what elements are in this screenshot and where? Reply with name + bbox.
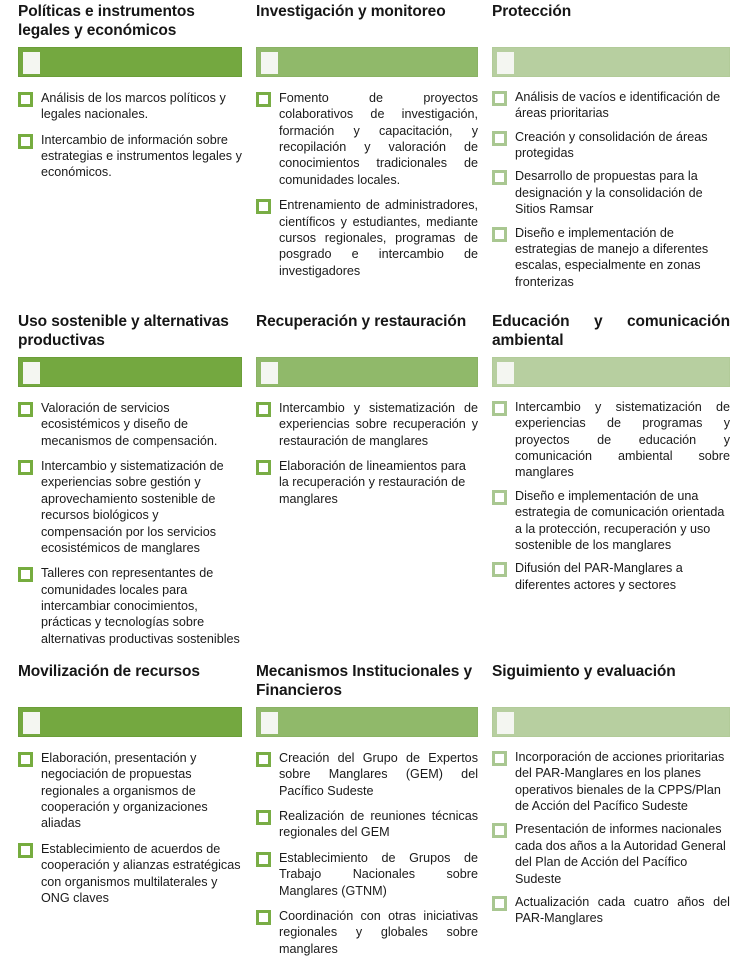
card-recuperacion-y-restauracion[interactable]	[250, 310, 488, 660]
checkbox-icon[interactable]	[492, 131, 507, 146]
list-item[interactable]	[256, 750, 478, 799]
list-item-label: Intercambio y sistematización de experiencias sobre gestión y aprovechamiento sostenible de recursos biológicos y compensación por los servicios ecosistémicos de manglares	[41, 459, 224, 555]
checkbox-icon[interactable]	[18, 752, 33, 767]
checkbox-icon[interactable]	[492, 823, 507, 838]
card-item-list	[256, 77, 478, 279]
list-item-label: Presentación de informes nacionales cada dos años a la Autoridad General del Plan de Acción del Pacífico Sudeste	[515, 822, 726, 886]
list-item[interactable]	[18, 400, 242, 449]
checkbox-icon[interactable]	[256, 910, 271, 925]
checkbox-icon[interactable]	[18, 134, 33, 149]
list-item[interactable]	[256, 908, 478, 957]
list-item[interactable]	[256, 458, 478, 507]
list-item[interactable]	[492, 894, 730, 927]
checkbox-icon[interactable]	[18, 843, 33, 858]
list-item-label: Establecimiento de acuerdos de cooperación y alianzas estratégicas con organismos multilaterales y ONG claves	[41, 841, 241, 905]
bar-chip-icon	[497, 362, 514, 384]
card-item-list	[492, 77, 730, 290]
list-item-label: Intercambio y sistematización de experiencias sobre recuperación y restauración de manglares	[279, 401, 478, 448]
card-title: Educación y comunicación ambiental	[492, 313, 730, 349]
board-row-2	[0, 310, 736, 660]
list-item[interactable]	[492, 821, 730, 886]
card-title: Uso sostenible y alternativas productivas	[18, 313, 229, 349]
checkbox-icon[interactable]	[492, 401, 507, 416]
checkbox-icon[interactable]	[256, 402, 271, 417]
checkbox-icon[interactable]	[492, 490, 507, 505]
card-header-bar	[256, 357, 478, 387]
list-item[interactable]	[492, 89, 730, 122]
list-item[interactable]	[18, 565, 242, 647]
card-header-bar	[492, 357, 730, 387]
list-item-label: Difusión del PAR-Manglares a diferentes actores y sectores	[515, 561, 683, 592]
card-header-bar	[492, 707, 730, 737]
list-item-label: Intercambio y sistematización de experiencias de programas y proyectos de educación y comunicación ambiental sobre manglares	[515, 400, 730, 480]
bar-chip-icon	[23, 362, 40, 384]
card-uso-sostenible[interactable]	[0, 310, 250, 660]
bar-chip-icon	[497, 52, 514, 74]
checkbox-icon[interactable]	[492, 751, 507, 766]
list-item-label: Incorporación de acciones prioritarias del PAR-Manglares en los planes operativos bienales de la CPPS/Plan de Acción del Pacífico Sudeste	[515, 750, 725, 814]
list-item-label: Talleres con representantes de comunidades locales para intercambiar conocimientos, prácticas y tecnologías sobre alternativas productivas sostenibles	[41, 566, 240, 646]
list-item[interactable]	[256, 850, 478, 899]
list-item-label: Valoración de servicios ecosistémicos y diseño de mecanismos de compensación.	[41, 401, 218, 448]
card-header-bar	[18, 707, 242, 737]
bar-chip-icon	[23, 52, 40, 74]
checkbox-icon[interactable]	[18, 402, 33, 417]
card-title: Políticas e instrumentos legales y económicos	[18, 3, 195, 39]
list-item[interactable]	[492, 399, 730, 481]
list-item-label: Fomento de proyectos colaborativos de investigación, formación y capacitación, y recopilación y valoración de conocimientos tradicionales de comunidades locales.	[279, 91, 478, 187]
checkbox-icon[interactable]	[492, 227, 507, 242]
card-title: Mecanismos Institucionales y Financieros	[256, 663, 472, 699]
card-header-bar	[18, 357, 242, 387]
card-header-bar	[256, 47, 478, 77]
list-item[interactable]	[18, 750, 242, 832]
checkbox-icon[interactable]	[256, 810, 271, 825]
card-header-bar	[492, 47, 730, 77]
card-header-bar	[256, 707, 478, 737]
checkbox-icon[interactable]	[256, 92, 271, 107]
list-item-label: Entrenamiento de administradores, científicos y estudiantes, mediante cursos regionales, programas de posgrado e intercambio de investigadores	[279, 198, 478, 278]
checkbox-icon[interactable]	[18, 92, 33, 107]
list-item-label: Establecimiento de Grupos de Trabajo Nacionales sobre Manglares (GTNM)	[279, 850, 478, 898]
checkbox-icon[interactable]	[256, 460, 271, 475]
card-item-list	[18, 77, 242, 181]
list-item[interactable]	[18, 841, 242, 906]
card-item-list	[18, 737, 242, 906]
board-row-1	[0, 0, 736, 310]
list-item[interactable]	[256, 197, 478, 279]
checkbox-icon[interactable]	[18, 567, 33, 582]
card-siguimiento-y-evaluacion[interactable]	[488, 660, 736, 964]
list-item-label: Creación del Grupo de Expertos sobre Manglares (GEM) del Pacífico Sudeste	[279, 751, 478, 798]
bar-chip-icon	[497, 712, 514, 734]
card-politicas-e-instrumentos[interactable]	[0, 0, 250, 310]
list-item[interactable]	[18, 458, 242, 556]
checkbox-icon[interactable]	[18, 460, 33, 475]
list-item-label: Análisis de vacíos e identificación de áreas prioritarias	[515, 90, 721, 121]
list-item[interactable]	[492, 129, 730, 162]
list-item-label: Creación y consolidación de áreas protegidas	[515, 129, 708, 161]
bar-chip-icon	[261, 362, 278, 384]
card-item-list	[256, 387, 478, 507]
list-item[interactable]	[492, 749, 730, 814]
checkbox-icon[interactable]	[492, 91, 507, 106]
card-title: Protección	[492, 3, 572, 20]
list-item-label: Diseño e implementación de una estrategia de comunicación orientada a la protección, recuperación y uso sostenible de los manglares	[515, 488, 725, 552]
list-item[interactable]	[492, 560, 730, 593]
bar-chip-icon	[261, 712, 278, 734]
card-header-bar	[18, 47, 242, 77]
bar-chip-icon	[23, 712, 40, 734]
card-movilizacion-de-recursos[interactable]	[0, 660, 250, 964]
card-title: Recuperación y restauración	[256, 313, 467, 330]
list-item[interactable]	[256, 808, 478, 841]
card-item-list	[492, 387, 730, 593]
card-mecanismos-institucionales-y-financieros[interactable]	[250, 660, 488, 964]
card-title: Siguimiento y evaluación	[492, 663, 676, 680]
card-title: Movilización de recursos	[18, 663, 200, 680]
list-item[interactable]	[18, 90, 242, 123]
list-item-label: Coordinación con otras iniciativas regionales y globales sobre manglares	[279, 908, 478, 956]
list-item[interactable]	[18, 132, 242, 181]
list-item[interactable]	[256, 400, 478, 449]
list-item[interactable]	[492, 488, 730, 553]
checkbox-icon[interactable]	[256, 852, 271, 867]
list-item[interactable]	[492, 225, 730, 290]
list-item-label: Realización de reuniones técnicas regionales del GEM	[279, 809, 478, 840]
list-item-label: Diseño e implementación de estrategias de manejo a diferentes escalas, especialmente en zonas fronterizas	[515, 225, 709, 289]
list-item-label: Intercambio de información sobre estrategias e instrumentos legales y económicos.	[41, 132, 242, 180]
checkbox-icon[interactable]	[492, 562, 507, 577]
list-item[interactable]	[256, 90, 478, 188]
checkbox-icon[interactable]	[492, 170, 507, 185]
card-item-list	[492, 737, 730, 927]
checkbox-icon[interactable]	[256, 752, 271, 767]
checkbox-icon[interactable]	[492, 896, 507, 911]
list-item-label: Actualización cada cuatro años del PAR-Manglares	[515, 894, 730, 926]
card-educacion-y-comunicacion-ambiental[interactable]	[488, 310, 736, 660]
card-item-list	[256, 737, 478, 957]
list-item-label: Elaboración, presentación y negociación de propuestas regionales a organismos de cooperación y organizaciones aliadas	[41, 751, 208, 831]
list-item-label: Análisis de los marcos políticos y legales nacionales.	[41, 91, 226, 122]
checkbox-icon[interactable]	[256, 199, 271, 214]
card-investigacion-y-monitoreo[interactable]	[250, 0, 488, 310]
bar-chip-icon	[261, 52, 278, 74]
card-proteccion[interactable]	[488, 0, 736, 310]
list-item-label: Desarrollo de propuestas para la designación y la consolidación de Sitios Ramsar	[515, 169, 703, 217]
list-item-label: Elaboración de lineamientos para la recuperación y restauración de manglares	[279, 459, 466, 506]
list-item[interactable]	[492, 168, 730, 217]
board-row-3	[0, 660, 736, 964]
card-item-list	[18, 387, 242, 647]
card-title: Investigación y monitoreo	[256, 3, 446, 20]
